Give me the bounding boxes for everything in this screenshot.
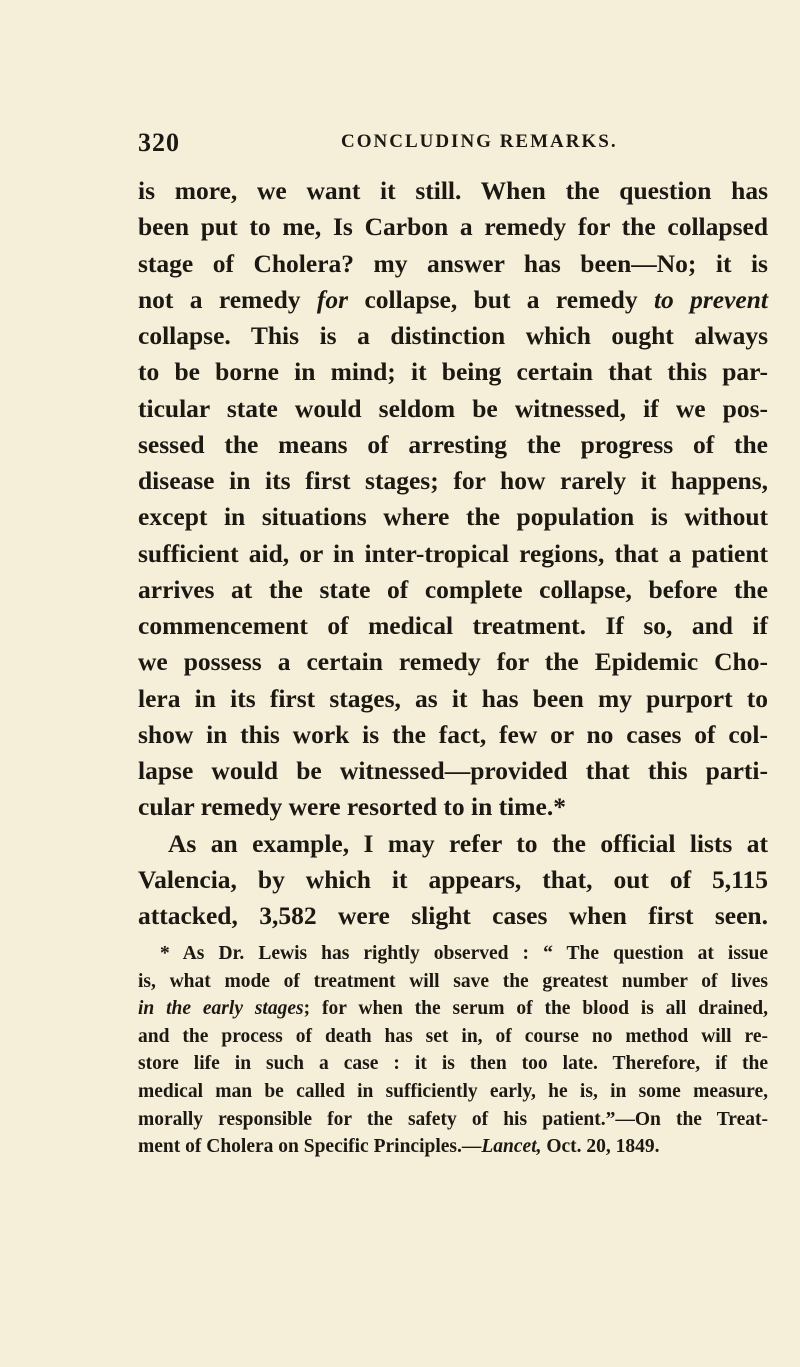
footnote-line: store life in such a case : it is then too late. Therefore, if the <box>138 1053 768 1075</box>
footnote <box>138 940 768 1161</box>
footnote-line: morally responsible for the safety of his patient.”—On the Treat- <box>138 1108 768 1130</box>
text-line: commencement of medical treatment. If so, and if <box>138 611 768 640</box>
text-line: sufficient aid, or in inter-tropical regions, that a patient <box>138 538 768 568</box>
text-line: show in this work is the fact, few or no cases of col- <box>138 719 768 749</box>
text-line: lera in its first stages, as it has been my purport to <box>138 683 768 713</box>
main-text <box>138 173 768 934</box>
text-line: except in situations where the population is without <box>138 502 768 532</box>
footnote-line <box>138 995 768 1023</box>
text-segment: Oct. 20, 1849. <box>541 1136 660 1158</box>
text-segment: ment of Cholera on Specific Principles.— <box>138 1136 482 1158</box>
text-line: arrives at the state of complete collapse, before the <box>138 574 768 604</box>
text-line: disease in its first stages; for how rarely it happens, <box>138 466 768 495</box>
text-segment: not a remedy <box>138 284 301 314</box>
italic-text: to prevent <box>653 284 769 314</box>
footnote-line <box>138 1133 768 1161</box>
text-line: attacked, 3,582 were slight cases when first seen. <box>138 901 768 930</box>
running-head: CONCLUDING REMARKS. <box>341 131 618 152</box>
text-line: stage of Cholera? my answer has been—No; it is <box>138 248 768 278</box>
footnote-line: medical man be called in sufficiently early, he is, in some measure, <box>138 1080 768 1102</box>
text-line: ticular state would seldom be witnessed, if we pos- <box>138 393 768 423</box>
text-line: we possess a certain remedy for the Epidemic Cho- <box>138 647 768 677</box>
text-line: As an example, I may refer to the official lists at <box>168 828 768 858</box>
italic-text: Lancet, <box>481 1136 542 1158</box>
text-segment: collapse, but a remedy <box>364 284 638 314</box>
text-line: collapse. This is a distinction which ought always <box>138 321 768 350</box>
text-line: sessed the means of arresting the progress of the <box>138 429 768 459</box>
text-line: Valencia, by which it appears, that, out of 5,115 <box>138 864 768 894</box>
text-line: cular remedy were resorted to in time.* <box>138 792 566 822</box>
page-header <box>138 128 768 168</box>
text-line: to be borne in mind; it being certain that this par- <box>138 357 768 387</box>
footnote-line: and the process of death has set in, of course no method will re- <box>138 1025 768 1047</box>
footnote-line: is, what mode of treatment will save the greatest number of lives <box>138 970 768 992</box>
text-segment: ; for when the serum of the blood is all drained, <box>303 998 768 1020</box>
text-line: is more, we want it still. When the question has <box>138 176 768 205</box>
italic-text: in the early stages <box>138 998 304 1020</box>
page-number: 320 <box>138 128 180 157</box>
text-line: been put to me, Is Carbon a remedy for the collapsed <box>138 212 768 242</box>
italic-text: for <box>316 284 349 314</box>
text-line: lapse would be witnessed—provided that this parti- <box>138 756 768 785</box>
footnote-line: * As Dr. Lewis has rightly observed : “ The question at issue <box>160 943 768 964</box>
text-line <box>138 282 768 318</box>
